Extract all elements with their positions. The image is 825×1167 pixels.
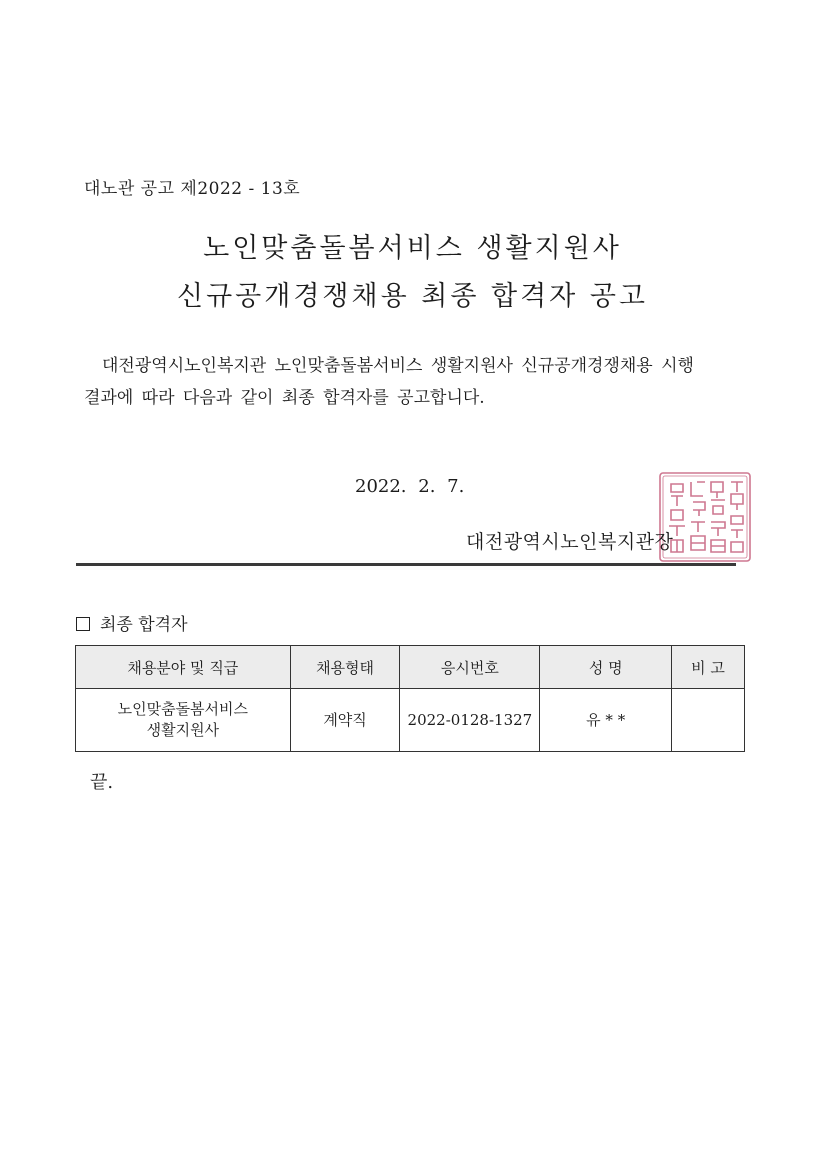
cell-note (672, 689, 745, 752)
page-title-line1: 노인맞춤돌봄서비스 생활지원사 (203, 233, 622, 264)
cell-field (76, 689, 291, 752)
section-title: 최종 합격자 (100, 615, 188, 635)
cell-field-line2: 생활지원사 (146, 721, 220, 739)
table-header-row (76, 646, 745, 689)
header-name: 성 명 (540, 646, 672, 689)
divider (76, 563, 736, 566)
header-field: 채용분야 및 직급 (76, 646, 291, 689)
header-type: 채용형태 (290, 646, 400, 689)
end-mark: 끝. (90, 772, 114, 793)
cell-field-line1: 노인맞춤돌봄서비스 (117, 700, 249, 718)
results-table (75, 645, 745, 752)
table-row (76, 689, 745, 752)
page-title-line2: 신규공개경쟁채용 최종 합격자 공고 (177, 281, 648, 312)
cell-type: 계약직 (290, 689, 400, 752)
cell-name: 유 * * (540, 689, 672, 752)
organization-head: 대전광역시노인복지관장 (466, 531, 674, 553)
checkbox-square-icon (76, 617, 90, 631)
body-line-2: 결과에 따라 다음과 같이 최종 합격자를 공고합니다. (84, 388, 485, 408)
body-line-1: 대전광역시노인복지관 노인맞춤돌봄서비스 생활지원사 신규공개경쟁채용 시행 (102, 356, 694, 376)
announcement-date: 2022. 2. 7. (355, 476, 465, 497)
body-paragraph (84, 350, 754, 414)
notice-number: 대노관 공고 제2022 - 13호 (84, 179, 301, 199)
section-heading (76, 610, 188, 635)
cell-exam-number: 2022-0128-1327 (400, 689, 540, 752)
header-exam-number: 응시번호 (400, 646, 540, 689)
header-note: 비 고 (672, 646, 745, 689)
